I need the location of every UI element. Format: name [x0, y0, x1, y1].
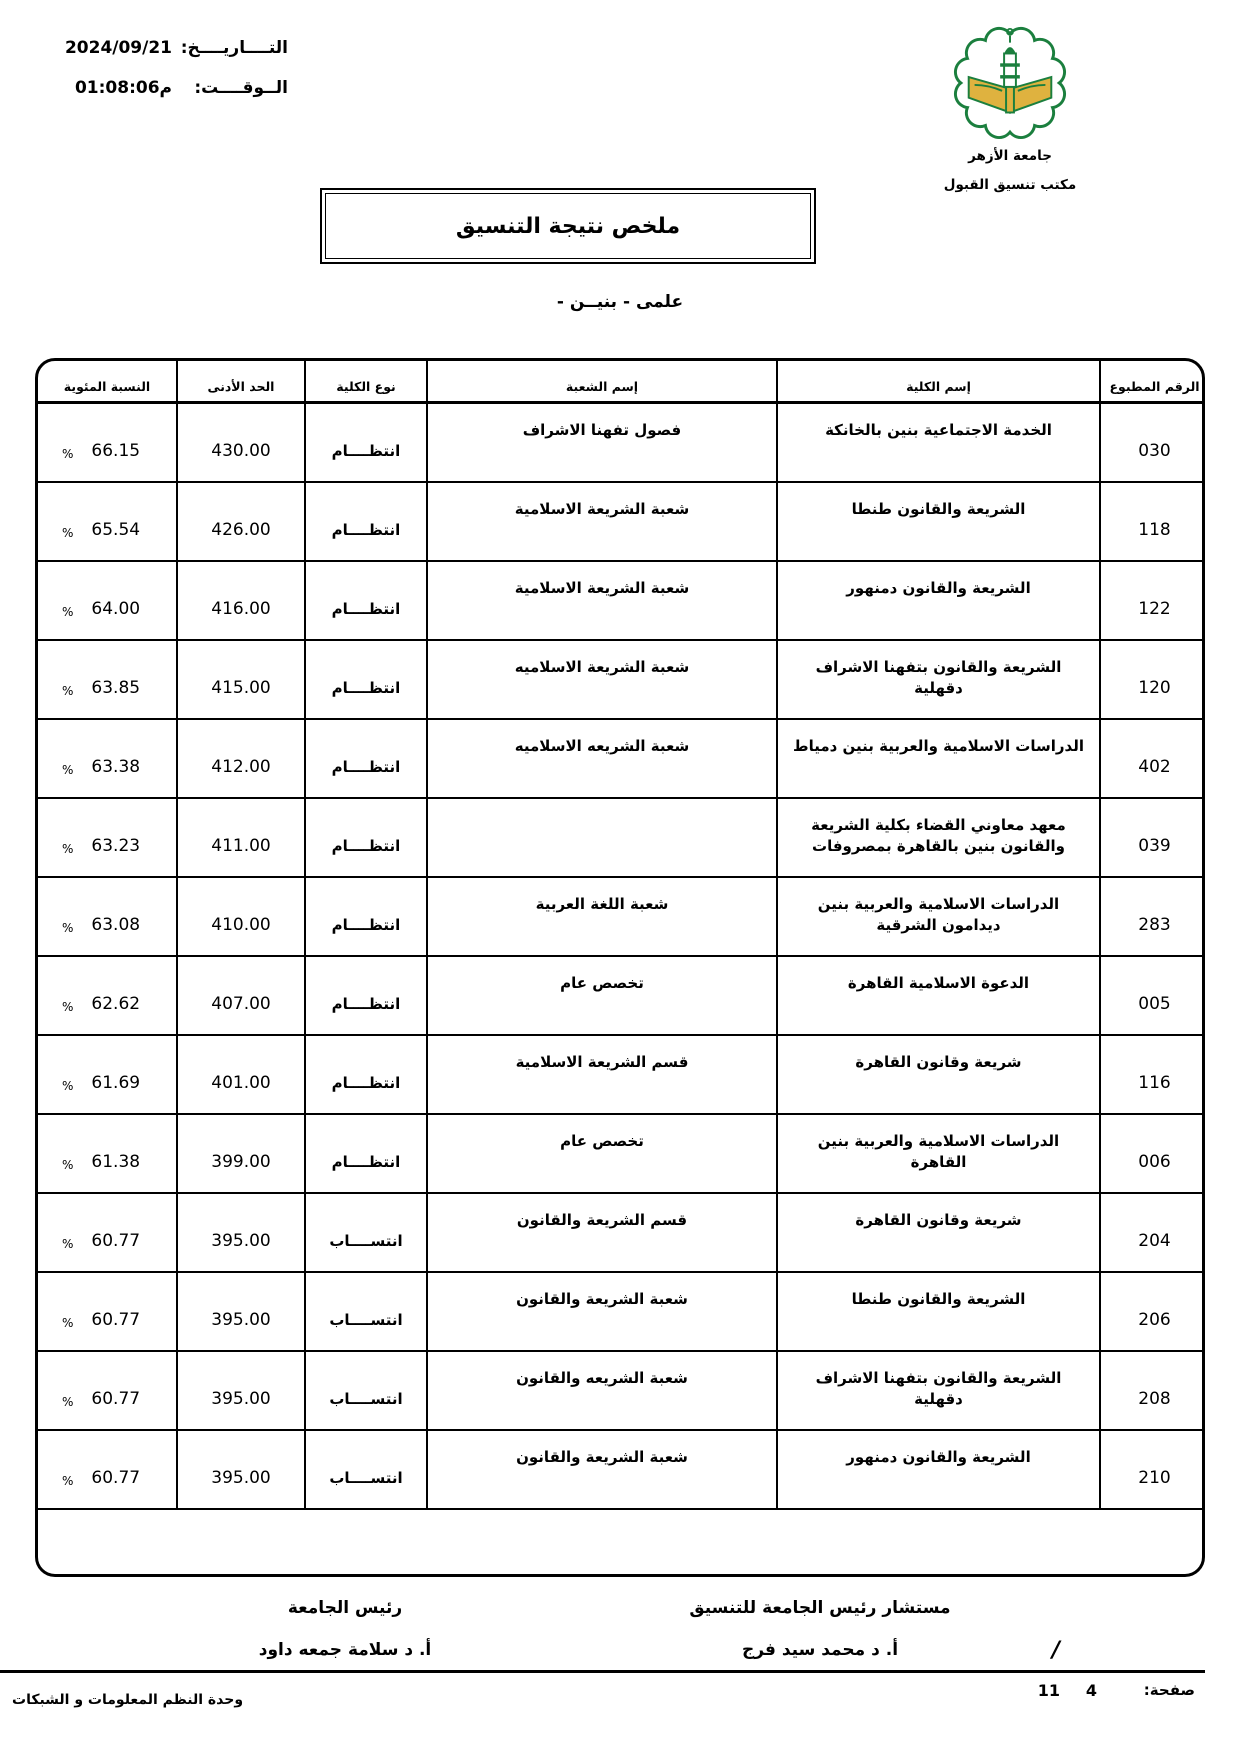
- cell-branch-name: فصول تفهنا الاشراف: [428, 404, 778, 481]
- signature-right-name: أ. د محمد سيد فرج: [741, 1640, 899, 1660]
- footer-rule: [0, 1670, 1205, 1673]
- percentage-value: 63.85: [91, 678, 141, 698]
- cell-branch-name: تخصص عام: [428, 957, 778, 1034]
- cell-college-type: انتســــاب: [306, 1194, 428, 1271]
- percent-sign: %: [62, 1316, 74, 1330]
- cell-college-name: الشريعة والقانون طنطا: [778, 483, 1101, 560]
- cell-percentage: [38, 483, 178, 560]
- percent-sign: %: [62, 1237, 74, 1251]
- percentage-value: 63.23: [91, 836, 141, 856]
- cell-college-type: انتظــــام: [306, 799, 428, 876]
- table-row: [38, 1194, 1202, 1273]
- cell-minimum-score: 412.00: [178, 720, 306, 797]
- cell-minimum-score: 407.00: [178, 957, 306, 1034]
- header-college-type: نوع الكلية: [306, 361, 428, 401]
- cell-printed-number: 030: [1138, 441, 1171, 461]
- cell-printed-number: 210: [1138, 1468, 1171, 1488]
- cell-printed-number: 118: [1138, 520, 1171, 540]
- percent-sign: %: [62, 1158, 74, 1172]
- percent-sign: %: [62, 684, 74, 698]
- cell-college-name: الشريعة والقانون طنطا: [778, 1273, 1101, 1350]
- cell-percentage: [38, 1273, 178, 1350]
- cell-percentage: [38, 641, 178, 718]
- date-value: 2024/09/21: [64, 38, 172, 58]
- date-row: [30, 30, 290, 70]
- cell-printed-number: 006: [1138, 1152, 1171, 1172]
- logo-minaret-balcony-upper: [1000, 63, 1020, 66]
- percent-sign: %: [62, 1474, 74, 1488]
- cell-branch-name: تخصص عام: [428, 1115, 778, 1192]
- time-label: الــوقــــت:: [194, 78, 288, 98]
- page-slash: /: [1052, 1638, 1061, 1663]
- percentage-value: 60.77: [91, 1468, 141, 1488]
- cell-percentage: [38, 1431, 178, 1508]
- footer-unit: وحدة النظم المعلومات و الشبكات: [12, 1692, 244, 1708]
- time-value: 01:08:06م: [74, 78, 172, 98]
- cell-percentage: [38, 1036, 178, 1113]
- cell-printed-number: 005: [1138, 994, 1171, 1014]
- cell-college-name: معهد معاوني القضاء بكلية الشريعة والقانون بنين بالقاهرة بمصروفات: [778, 799, 1101, 876]
- cell-college-type: انتســــاب: [306, 1352, 428, 1429]
- table-row: [38, 1431, 1202, 1510]
- table-row: [38, 799, 1202, 878]
- cell-branch-name: شعبة الشريعة والقانون: [428, 1273, 778, 1350]
- cell-minimum-score: 395.00: [178, 1431, 306, 1508]
- results-table: [35, 358, 1205, 1577]
- cell-percentage: [38, 878, 178, 955]
- percentage-value: 61.38: [91, 1152, 141, 1172]
- cell-printed-number: 206: [1138, 1310, 1171, 1330]
- signature-block-president: [165, 1598, 525, 1660]
- report-title-box: [320, 188, 816, 264]
- percent-sign: %: [62, 447, 74, 461]
- cell-printed-number: 039: [1138, 836, 1171, 856]
- header-printed-number: الرقم المطبوع: [1109, 379, 1200, 394]
- percent-sign: %: [62, 763, 74, 777]
- percent-sign: %: [62, 1079, 74, 1093]
- logo-minaret-balcony-lower: [1000, 75, 1020, 78]
- percentage-value: 65.54: [91, 520, 141, 540]
- cell-branch-name: شعبة اللغة العربية: [428, 878, 778, 955]
- cell-college-name: الشريعة والقانون بتفهنا الاشراف دقهلية: [778, 641, 1101, 718]
- cell-printed-number: 402: [1138, 757, 1171, 777]
- cell-printed-number: 120: [1138, 678, 1171, 698]
- cell-minimum-score: 395.00: [178, 1273, 306, 1350]
- cell-minimum-score: 395.00: [178, 1194, 306, 1271]
- section-subtitle: - علمى - بنيــن: [556, 292, 684, 312]
- header-percentage: النسبة المئوية: [38, 361, 178, 401]
- cell-college-type: انتظــــام: [306, 1036, 428, 1113]
- table-row: [38, 483, 1202, 562]
- percentage-value: 60.77: [91, 1389, 141, 1409]
- table-row: [38, 1273, 1202, 1352]
- table-row: [38, 720, 1202, 799]
- cell-printed-number: 283: [1138, 915, 1171, 935]
- al-azhar-logo: [951, 22, 1069, 140]
- cell-college-name: الدراسات الاسلامية والعربية بنين دمياط: [778, 720, 1101, 797]
- percentage-value: 61.69: [91, 1073, 141, 1093]
- cell-college-name: الدراسات الاسلامية والعربية بنين القاهرة: [778, 1115, 1101, 1192]
- cell-minimum-score: 411.00: [178, 799, 306, 876]
- cell-minimum-score: 415.00: [178, 641, 306, 718]
- percent-sign: %: [62, 1395, 74, 1409]
- cell-branch-name: قسم الشريعة الاسلامية: [428, 1036, 778, 1113]
- cell-college-name: الدراسات الاسلامية والعربية بنين ديدامون الشرقية: [778, 878, 1101, 955]
- percent-sign: %: [62, 921, 74, 935]
- signature-left-name: أ. د سلامة جمعه داود: [258, 1640, 432, 1660]
- cell-college-name: شريعة وقانون القاهرة: [778, 1194, 1101, 1271]
- cell-college-name: شريعة وقانون القاهرة: [778, 1036, 1101, 1113]
- cell-minimum-score: 426.00: [178, 483, 306, 560]
- report-title: ملخص نتيجة التنسيق: [325, 193, 811, 259]
- table-row: [38, 878, 1202, 957]
- cell-college-name: الدعوة الاسلامية القاهرة: [778, 957, 1101, 1034]
- percent-sign: %: [62, 1000, 74, 1014]
- cell-college-type: انتظــــام: [306, 878, 428, 955]
- cell-college-type: انتظــــام: [306, 562, 428, 639]
- cell-percentage: [38, 562, 178, 639]
- signature-block-coordinator: [640, 1598, 1000, 1660]
- cell-college-type: انتظــــام: [306, 404, 428, 481]
- header-minimum-score: الحد الأدنى: [178, 361, 306, 401]
- table-row: [38, 404, 1202, 483]
- cell-printed-number: 116: [1138, 1073, 1171, 1093]
- cell-minimum-score: 395.00: [178, 1352, 306, 1429]
- logo-minaret-tower: [1004, 53, 1016, 86]
- cell-branch-name: شعبة الشريعة والقانون: [428, 1431, 778, 1508]
- percent-sign: %: [62, 526, 74, 540]
- cell-percentage: [38, 799, 178, 876]
- cell-college-name: الشريعة والقانون دمنهور: [778, 1431, 1101, 1508]
- cell-printed-number: 204: [1138, 1231, 1171, 1251]
- percentage-value: 64.00: [91, 599, 141, 619]
- percent-sign: %: [62, 605, 74, 619]
- header-college-name: إسم الكلية: [778, 361, 1101, 401]
- cell-college-type: انتظــــام: [306, 720, 428, 797]
- cell-minimum-score: 430.00: [178, 404, 306, 481]
- cell-college-name: الخدمة الاجتماعية بنين بالخانكة: [778, 404, 1101, 481]
- date-time-block: [30, 30, 290, 110]
- cell-college-type: انتظــــام: [306, 641, 428, 718]
- date-label: التــــاريــــخ:: [180, 38, 288, 58]
- percentage-value: 63.08: [91, 915, 141, 935]
- table-row: [38, 1115, 1202, 1194]
- page-label: صفحة:: [1143, 1681, 1195, 1699]
- cell-branch-name: شعبة الشريعة الاسلامية: [428, 483, 778, 560]
- cell-minimum-score: 399.00: [178, 1115, 306, 1192]
- cell-college-name: الشريعة والقانون دمنهور: [778, 562, 1101, 639]
- percentage-value: 60.77: [91, 1310, 141, 1330]
- university-name: جامعة الأزهر: [968, 148, 1052, 164]
- percentage-value: 60.77: [91, 1231, 141, 1251]
- university-logo-block: [930, 22, 1090, 193]
- signature-left-title: رئيس الجامعة: [287, 1598, 403, 1618]
- cell-branch-name: شعبة الشريعة الاسلاميه: [428, 641, 778, 718]
- table-row: [38, 957, 1202, 1036]
- cell-branch-name: قسم الشريعة والقانون: [428, 1194, 778, 1271]
- table-header-row: [38, 361, 1202, 404]
- header-branch-name: إسم الشعبة: [428, 361, 778, 401]
- cell-branch-name: [428, 799, 778, 876]
- cell-college-type: انتســــاب: [306, 1431, 428, 1508]
- time-am-pm-suffix: م: [159, 78, 172, 98]
- page-current: 4: [1085, 1681, 1097, 1700]
- cell-percentage: [38, 1352, 178, 1429]
- cell-branch-name: شعبة الشريعه والقانون: [428, 1352, 778, 1429]
- cell-college-type: انتظــــام: [306, 483, 428, 560]
- logo-book-spine: [1006, 85, 1014, 113]
- table-row: [38, 1352, 1202, 1431]
- cell-percentage: [38, 1115, 178, 1192]
- cell-percentage: [38, 404, 178, 481]
- cell-printed-number: 208: [1138, 1389, 1171, 1409]
- office-name: مكتب تنسيق القبول: [943, 177, 1077, 193]
- cell-college-type: انتســــاب: [306, 1273, 428, 1350]
- cell-college-name: الشريعة والقانون بتفهنا الاشراف دقهلية: [778, 1352, 1101, 1429]
- table-body: [38, 404, 1202, 1510]
- cell-percentage: [38, 957, 178, 1034]
- cell-percentage: [38, 720, 178, 797]
- percentage-value: 62.62: [91, 994, 141, 1014]
- percentage-value: 66.15: [91, 441, 141, 461]
- cell-college-type: انتظــــام: [306, 957, 428, 1034]
- table-row: [38, 641, 1202, 720]
- cell-college-type: انتظــــام: [306, 1115, 428, 1192]
- cell-minimum-score: 410.00: [178, 878, 306, 955]
- page-total: 11: [1037, 1681, 1060, 1700]
- table-row: [38, 562, 1202, 641]
- cell-branch-name: شعبة الشريعه الاسلاميه: [428, 720, 778, 797]
- cell-percentage: [38, 1194, 178, 1271]
- table-row: [38, 1036, 1202, 1115]
- time-row: [30, 70, 290, 110]
- signature-right-title: مستشار رئيس الجامعة للتنسيق: [689, 1598, 951, 1618]
- cell-printed-number: 122: [1138, 599, 1171, 619]
- cell-branch-name: شعبة الشريعة الاسلامية: [428, 562, 778, 639]
- cell-minimum-score: 401.00: [178, 1036, 306, 1113]
- page-indicator: [1000, 1681, 1200, 1707]
- cell-minimum-score: 416.00: [178, 562, 306, 639]
- percent-sign: %: [62, 842, 74, 856]
- percentage-value: 63.38: [91, 757, 141, 777]
